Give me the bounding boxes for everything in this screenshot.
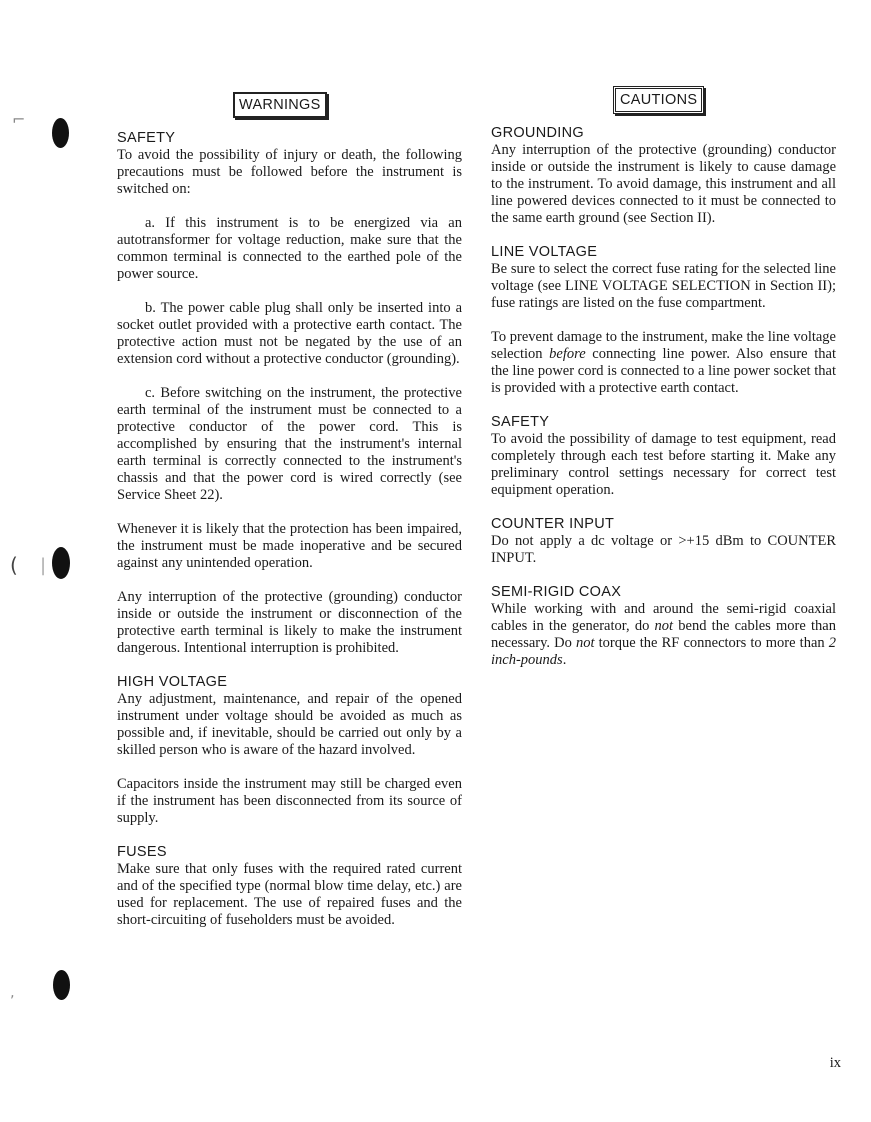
punch-hole bbox=[53, 970, 70, 1000]
scan-mark: ‚ bbox=[10, 985, 15, 1001]
safety-impaired: Whenever it is likely that the protection has been impaired, the instrument must be made inoperative and be secured against any unintended operation. bbox=[117, 521, 462, 571]
safety-heading: SAFETY bbox=[117, 130, 176, 146]
fuses-heading: FUSES bbox=[117, 844, 167, 860]
cautions-column bbox=[491, 86, 836, 669]
cautions-title: CAUTIONS bbox=[613, 86, 704, 114]
warnings-column bbox=[117, 92, 462, 929]
scan-mark: | bbox=[40, 555, 47, 576]
caution-safety-p1: To avoid the possibility of damage to test equipment, read completely through each test before starting it. Make any preliminary control settings necessary for correct test equipment operation. bbox=[491, 431, 836, 498]
caution-safety-heading: SAFETY bbox=[491, 414, 550, 430]
high-voltage-p2: Capacitors inside the instrument may still be charged even if the instrument has been disconnected from its source of supply. bbox=[117, 776, 462, 826]
high-voltage-p1: Any adjustment, maintenance, and repair of the opened instrument under voltage should be avoided as much as possible and, if inevitable, should be carried out only by a skilled person who is aware of the hazard involved. bbox=[117, 691, 462, 758]
punch-hole bbox=[52, 547, 70, 579]
safety-intro: To avoid the possibility of injury or death, the following precautions must be followed before the instrument is switched on: bbox=[117, 147, 462, 197]
safety-item-a: a. If this instrument is to be energized via an autotransformer for voltage reduction, make sure that the common terminal is connected to the earthed pole of the power source. bbox=[117, 215, 462, 282]
safety-item-b: b. The power cable plug shall only be inserted into a socket outlet provided with a protective earth contact. The protective action must not be negated by the use of an extension cord without a protective conductor (grounding). bbox=[117, 300, 462, 367]
grounding-heading: GROUNDING bbox=[491, 125, 584, 141]
line-voltage-p2: To prevent damage to the instrument, make the line voltage selection before connecting line power. Also ensure that the line power cord is connected to a line power socket that is provided with a protective earth contact. bbox=[491, 329, 836, 396]
high-voltage-heading: HIGH VOLTAGE bbox=[117, 674, 228, 690]
counter-input-heading: COUNTER INPUT bbox=[491, 516, 615, 532]
fuses-p1: Make sure that only fuses with the required rated current and of the specified type (normal blow time delay, etc.) are used for replacement. The use of repaired fuses and the short-circuiting of fuseholders must be avoided. bbox=[117, 861, 462, 928]
safety-interruption: Any interruption of the protective (grounding) conductor inside or outside the instrument or disconnection of the protective earth terminal is likely to make the instrument dangerous. Intentional interruption is prohibited. bbox=[117, 589, 462, 656]
warnings-title: WARNINGS bbox=[233, 92, 327, 118]
semi-rigid-p1: While working with and around the semi-rigid coaxial cables in the generator, do not bend the cables more than necessary. Do not torque the RF connectors to more than 2 inch-pounds. bbox=[491, 601, 836, 668]
line-voltage-heading: LINE VOLTAGE bbox=[491, 244, 598, 260]
grounding-p1: Any interruption of the protective (grounding) conductor inside or outside the instrument is likely to cause damage to the instrument. To avoid damage, this instrument and all line powered devices connected to it must be connected to the same earth ground (see Section II). bbox=[491, 142, 836, 226]
punch-hole bbox=[52, 118, 69, 148]
safety-item-c: c. Before switching on the instrument, the protective earth terminal of the instrument must be connected to a protective conductor of the power cord. This is accomplished by ensuring that the instrument's internal earth terminal is correctly connected to the instrument's chassis and that the power cord is wired correctly (see Service Sheet 22). bbox=[117, 385, 462, 503]
semi-rigid-heading: SEMI-RIGID COAX bbox=[491, 584, 622, 600]
line-voltage-p1: Be sure to select the correct fuse rating for the selected line voltage (see LINE VOLTAGE SELECTION in Section II); fuse ratings are listed on the fuse compartment. bbox=[491, 261, 836, 311]
page-number: ix bbox=[829, 1055, 841, 1071]
scan-mark: ( bbox=[10, 553, 18, 577]
counter-input-p1: Do not apply a dc voltage or >+15 dBm to COUNTER INPUT. bbox=[491, 533, 836, 566]
scan-mark: ⌐ bbox=[12, 110, 26, 129]
